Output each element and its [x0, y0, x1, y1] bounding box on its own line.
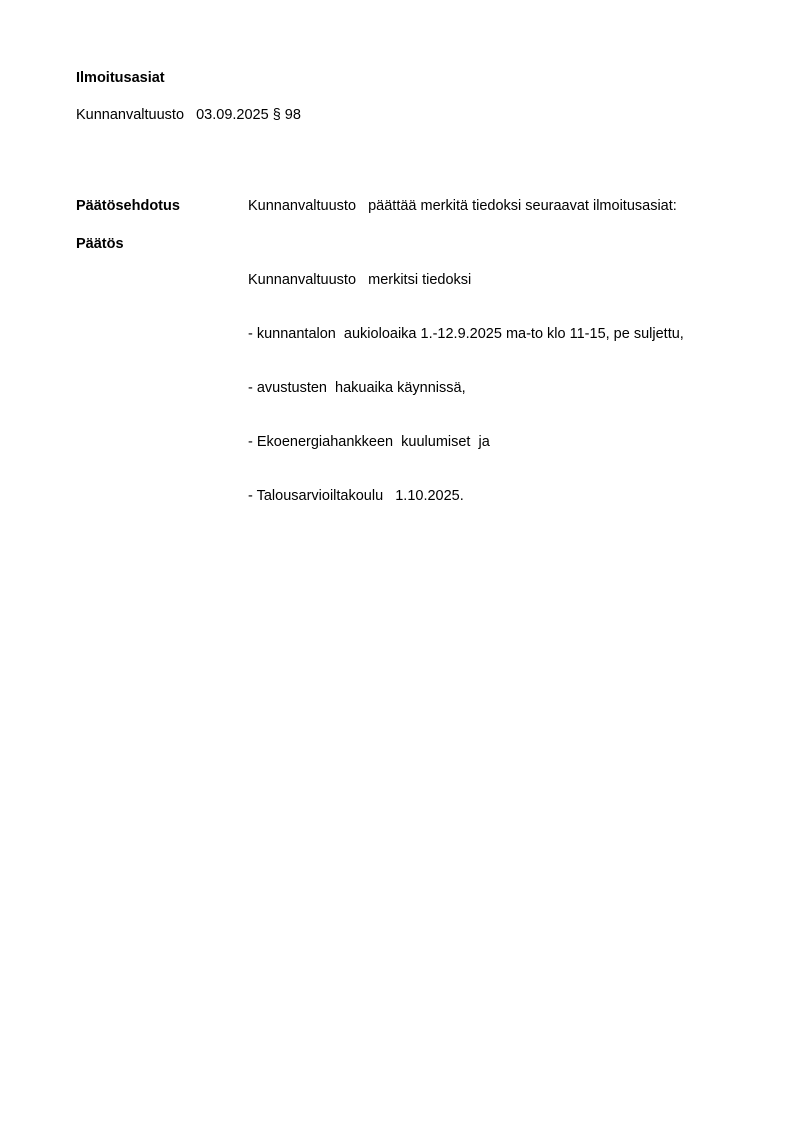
decision-line: - Talousarvioiltakoulu 1.10.2025. — [248, 488, 464, 504]
decision-line: Kunnanvaltuusto merkitsi tiedoksi — [248, 272, 472, 288]
decision-line: - Ekoenergiahankkeen kuulumiset ja — [248, 434, 490, 450]
decision-line: - avustusten hakuaika käynnissä, — [248, 380, 466, 396]
decision-line: - kunnantalon aukioloaika 1.-12.9.2025 ma-to klo 11-15, pe suljettu, — [248, 326, 684, 342]
decision-label: Päätös — [76, 236, 124, 252]
meeting-reference: Kunnanvaltuusto 03.09.2025 § 98 — [76, 107, 301, 123]
proposal-text: Kunnanvaltuusto päättää merkitä tiedoksi seuraavat ilmoitusasiat: — [248, 198, 677, 214]
decision-text — [248, 235, 684, 541]
document-title: Ilmoitusasiat — [76, 70, 165, 86]
proposal-label: Päätösehdotus — [76, 198, 180, 214]
